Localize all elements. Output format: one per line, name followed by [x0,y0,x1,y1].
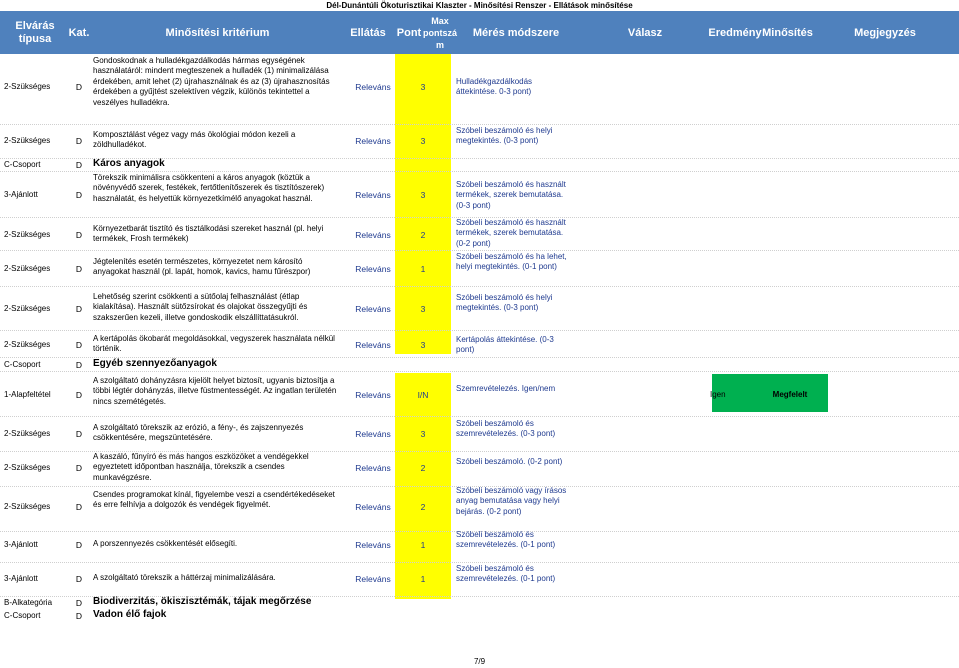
row-method: Szóbeli beszámoló és szemrevételezés. (0-1 pont) [456,564,556,584]
row-service: Releváns [355,390,391,400]
row-service: Releváns [355,340,391,350]
header-max: Max pontszá m [423,15,458,50]
row-method: Szóbeli beszámoló és használt termékek, szerek bemutatása. (0-3 pont) [456,180,566,210]
row-kat: D [75,540,83,550]
table-header [0,11,959,54]
row-kat: D [75,574,83,584]
row-type: C-Csoport [4,611,41,620]
row-criterion: A kaszáló, fűnyíró és más hangos eszközöket a vendégekkel egyeztetett időpontban használja, törekszik a csendes munkavégzésre. [93,452,309,482]
row-service: Releváns [355,429,391,439]
row-method: Szóbeli beszámoló és helyi megtekintés. (0-3 pont) [456,126,553,146]
document-title: Dél-Dunántúli Ökoturisztikai Klaszter - Minősítési Renszer - Ellátások minősítése [326,1,633,10]
row-type: 3-Ajánlott [4,540,38,549]
row-result: Megfelelt [772,390,808,399]
group-title: Káros anyagok [93,158,165,169]
row-method: Szemrevételezés. Igen/nem [456,384,556,393]
row-type: 3-Ajánlott [4,574,38,583]
row-type: 3-Ajánlott [4,190,38,199]
row-type: 2-Szükséges [4,429,51,438]
row-max: 3 [420,429,426,439]
header-type: Elvárás típusa [15,19,55,45]
header-qualification: Minősítés [762,26,813,39]
row-service: Releváns [355,136,391,146]
header-service: Ellátás [350,26,386,39]
group-title: Vadon élő fajok [93,609,167,620]
row-method: Szóbeli beszámoló és helyi megtekintés. (0-3 pont) [456,293,553,313]
row-type: C-Csoport [4,160,41,169]
row-max: 1 [420,574,426,584]
header-result: Eredmény [708,26,762,39]
row-max: 1 [420,264,426,274]
row-service: Releváns [355,540,391,550]
row-divider [0,416,959,417]
row-max: 3 [420,340,426,350]
row-kat: D [75,598,83,608]
header-criterion: Minősítési kritérium [165,26,270,39]
row-criterion: A kertápolás ökobarát megoldásokkal, vegyszerek használata nélkül történik. [93,334,335,354]
row-max: 3 [420,82,426,92]
row-type: 2-Szükséges [4,82,51,91]
row-divider [0,286,959,287]
header-answer: Válasz [627,26,663,39]
row-divider [0,171,959,172]
row-max: 2 [420,502,426,512]
page-number: 7/9 [473,657,486,666]
row-kat: D [75,264,83,274]
row-kat: D [75,82,83,92]
row-max: 3 [420,190,426,200]
row-criterion: Lehetőség szerint csökkenti a sütőolaj felhasználást (étlap kialakítása). Használt sütőzsírokat és olajokat összegyűjti és szakszerűen kezeli, illetve gondoskodik elszállíttatásukról. [93,292,308,322]
header-note: Megjegyzés [854,26,916,39]
row-max: I/N [417,390,429,400]
row-max: 3 [420,136,426,146]
group-title: Egyéb szennyezőanyagok [93,358,217,369]
row-kat: D [75,340,83,350]
row-kat: D [75,390,83,400]
row-criterion: Gondoskodnak a hulladékgazdálkodás hármas egységének használatáról: mindent megteszenek a hulladék (1) minimalizálása érdekében, amit lehet (2) újrahasználnak és az (3) újrahasznosítás érdekében a gyűjtést szelektíven végzik, különös tekintettel a veszélyes hulladékra. [93,56,330,107]
row-service: Releváns [355,82,391,92]
row-criterion: A porszennyezés csökkentését elősegíti. [93,539,238,548]
row-criterion: Jégtelenítés esetén természetes, környezetet nem károsító anyagokat használ (pl. lapát, homok, kavics, hamu fűrészpor) [93,257,311,277]
row-type: 2-Szükséges [4,136,51,145]
row-service: Releváns [355,230,391,240]
row-type: B-Alkategória [4,598,53,607]
row-service: Releváns [355,502,391,512]
row-criterion: A szolgáltató törekszik a háttérzaj minimalizálására. [93,573,276,582]
row-kat: D [75,160,83,170]
row-type: 2-Szükséges [4,264,51,273]
row-divider [0,371,959,372]
row-max: 3 [420,304,426,314]
row-type: 2-Szükséges [4,340,51,349]
row-kat: D [75,611,83,621]
row-method: Szóbeli beszámoló és szemrevételezés. (0-3 pont) [456,419,556,439]
row-answer: Igen [710,390,726,399]
row-method: Szóbeli beszámoló és használt termékek, szerek bemutatása. (0-2 pont) [456,218,566,248]
row-type: 2-Szükséges [4,304,51,313]
row-criterion: A szolgáltató törekszik az erózió, a fény-, és zajszennyezés csökkentésére, megszüntetésére. [93,423,304,443]
row-type: 2-Szükséges [4,463,51,472]
row-kat: D [75,502,83,512]
row-kat: D [75,230,83,240]
row-service: Releváns [355,304,391,314]
row-type: C-Csoport [4,360,41,369]
row-divider [0,562,959,563]
row-divider [0,250,959,251]
header-point: Pont [396,26,422,39]
row-kat: D [75,136,83,146]
row-criterion: Komposztálást végez vagy más ökológiai módon kezeli a zöldhulladékot. [93,130,296,150]
row-criterion: Csendes programokat kínál, figyelembe veszi a csendértékedéseket és erre felhívja a dolgozók és vendégek figyelmét. [93,490,335,510]
row-type: 2-Szükséges [4,502,51,511]
row-kat: D [75,463,83,473]
row-type: 1-Alapfeltétel [4,390,51,399]
row-divider [0,330,959,331]
row-service: Releváns [355,463,391,473]
row-max: 1 [420,540,426,550]
row-method: Szóbeli beszámoló. (0-2 pont) [456,457,563,466]
row-service: Releváns [355,190,391,200]
row-method: Hulladékgazdálkodás áttekintése. 0-3 pont) [456,77,533,97]
row-kat: D [75,304,83,314]
row-service: Releváns [355,574,391,584]
row-type: 2-Szükséges [4,230,51,239]
subcategory-title: Biodiverzitás, ökiszisztémák, tájak megőrzése [93,596,312,607]
row-kat: D [75,360,83,370]
row-max: 2 [420,230,426,240]
row-method: Kertápolás áttekintése. (0-3 pont) [456,335,554,355]
row-max: 2 [420,463,426,473]
row-criterion: A szolgáltató dohányzásra kijelölt helyet biztosít, ugyanis biztosítja a többi légtér dohányzás, illetve füstmentességét. Az ingatlan területén nincs szemétégetés. [93,376,337,406]
row-service: Releváns [355,264,391,274]
row-method: Szóbeli beszámoló és szemrevételezés. (0-1 pont) [456,530,556,550]
row-criterion: Törekszik minimálisra csökkenteni a káros anyagok (köztük a növényvédő szerek, festékek, fertőtlenítőszerek és tisztítószerek) használatát, és helyettük környezetkímélő anyagokat használ. [93,173,325,203]
row-divider [0,124,959,125]
header-method: Mérés módszere [472,26,560,39]
header-kat: Kat. [68,26,90,39]
row-method: Szóbeli beszámoló vagy írásos anyag bemutatása vagy helyi bejárás. (0-2 pont) [456,486,567,516]
row-kat: D [75,429,83,439]
row-criterion: Környezetbarát tisztító és tisztálkodási szereket használ (pl. helyi termékek, Frosh termékek) [93,224,324,244]
row-kat: D [75,190,83,200]
row-method: Szóbeli beszámoló és ha lehet, helyi megtekintés. (0-1 pont) [456,252,567,272]
